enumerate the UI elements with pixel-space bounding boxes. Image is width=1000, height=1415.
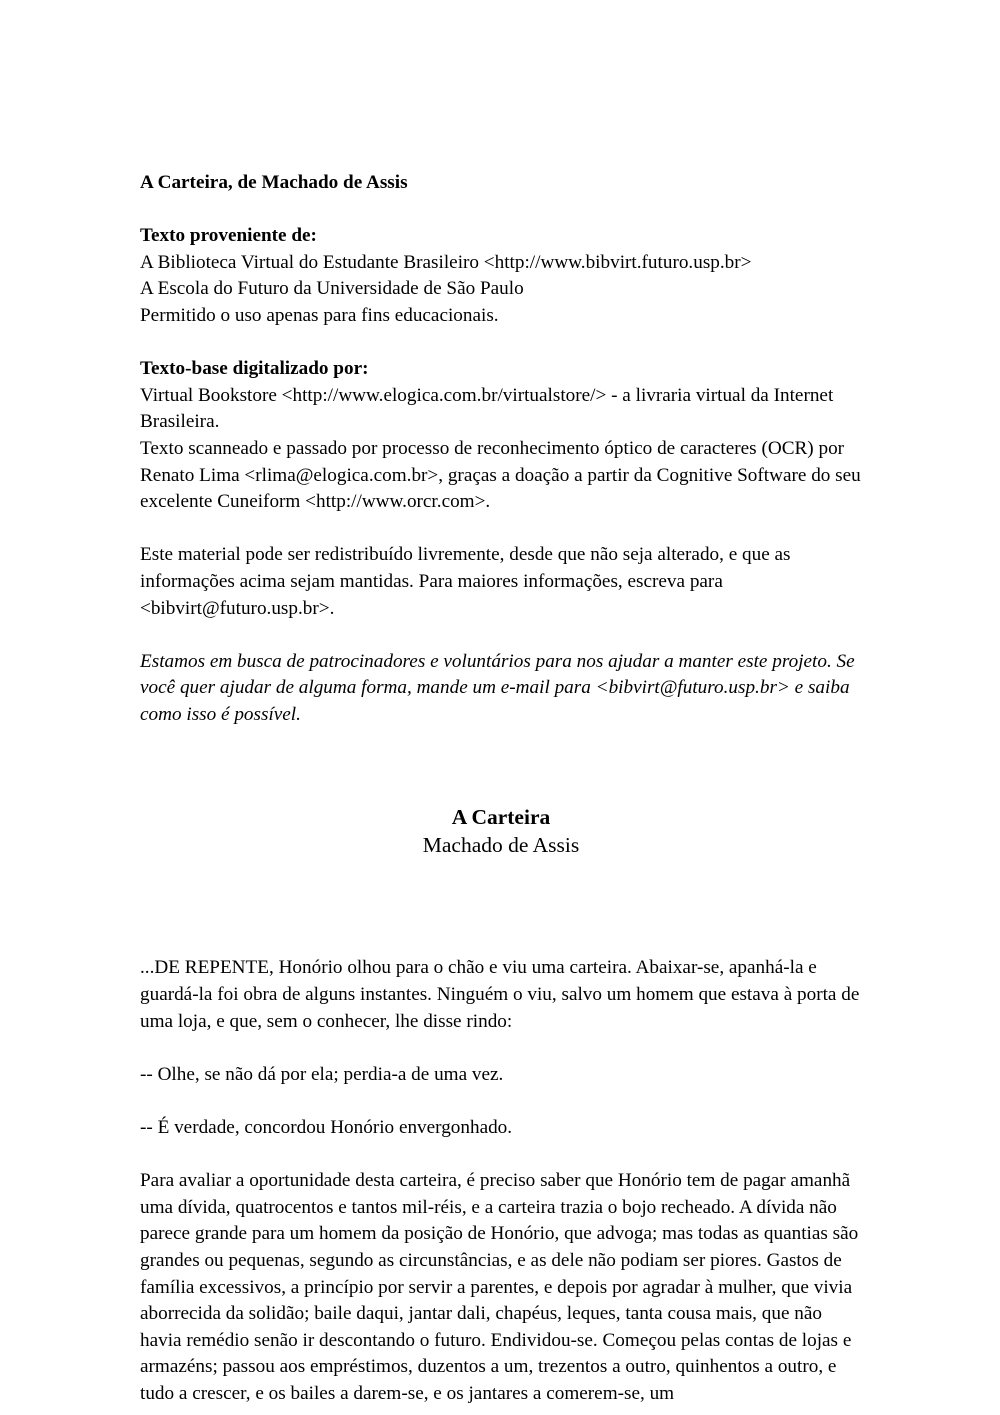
digitized-block-heading: Texto-base digitalizado por: [140,358,369,380]
story-paragraph-4: Para avaliar a oportunidade desta carteira, é preciso saber que Honório tem de pagar amanhã uma dívida, quatrocentos e tantos mil-réis, e a carteira trazia o bojo recheado. A dívida não parece grande para um homem da posição de Honório, que advoga; mas todas as quantias são grandes ou pequenas, segundo as circunstâncias, e as dele não podiam ser piores. Gastos de família excessivos, a princípio por servir a parentes, e depois por agradar à mulher, que vivia aborrecida da solidão; baile daqui, jantar dali, chapéus, leques, tanta cousa mais, que não havia remédio senão ir descontando o futuro. Endividou-se. Começou pelas contas de lojas e armazéns; passou aos empréstimos, duzentos a um, trezentos a outro, quinhentos a outro, e tudo a crescer, e os bailes a darem-se, e os jantares a comerem-se, um [140,1170,859,1404]
story-paragraph-3: -- É verdade, concordou Honório envergonhado. [140,1117,513,1139]
redistribution-notice: Este material pode ser redistribuído livremente, desde que não seja alterado, e que as informações acima sejam mantidas. Para maiores informações, escreva para <bibvirt@futuro.usp.br>. [140,544,791,619]
page-title: A Carteira, de Machado de Assis [140,172,408,193]
document-content [140,170,862,1408]
story-author: Machado de Assis [422,833,580,858]
story-title: A Carteira [451,805,551,830]
story-title-block [140,804,862,859]
source-block [140,223,862,329]
digitized-block-line-1: Virtual Bookstore <http://www.elogica.com.br/virtualstore/> - a livraria virtual da Internet Brasileira. [140,384,834,433]
source-block-line-3: Permitido o uso apenas para fins educacionais. [140,304,499,326]
source-block-line-1: A Biblioteca Virtual do Estudante Brasileiro <http://www.bibvirt.futuro.usp.br> [140,251,752,273]
source-block-heading: Texto proveniente de: [140,225,317,247]
story-paragraph-2: -- Olhe, se não dá por ela; perdia-a de uma vez. [140,1063,504,1085]
digitized-block-line-2: Texto scanneado e passado por processo de reconhecimento óptico de caracteres (OCR) por Renato Lima <rlima@elogica.com.br>, graças a doação a partir da Cognitive Software do seu excelente Cuneiform <http://www.orcr.com>. [140,437,861,513]
digitized-block [140,356,862,516]
source-block-line-2: A Escola do Futuro da Universidade de São Paulo [140,278,524,300]
story-paragraph-1: ...DE REPENTE, Honório olhou para o chão e viu uma carteira. Abaixar-se, apanhá-la e guardá-la foi obra de alguns instantes. Ninguém o viu, salvo um homem que estava à porta de uma loja, e que, sem o conhecer, lhe disse rindo: [140,957,860,1032]
sponsor-notice: Estamos em busca de patrocinadores e voluntários para nos ajudar a manter este projeto. Se você quer ajudar de alguma forma, mande um e-mail para <bibvirt@futuro.usp.br> e saiba como isso é possível. [140,650,855,725]
